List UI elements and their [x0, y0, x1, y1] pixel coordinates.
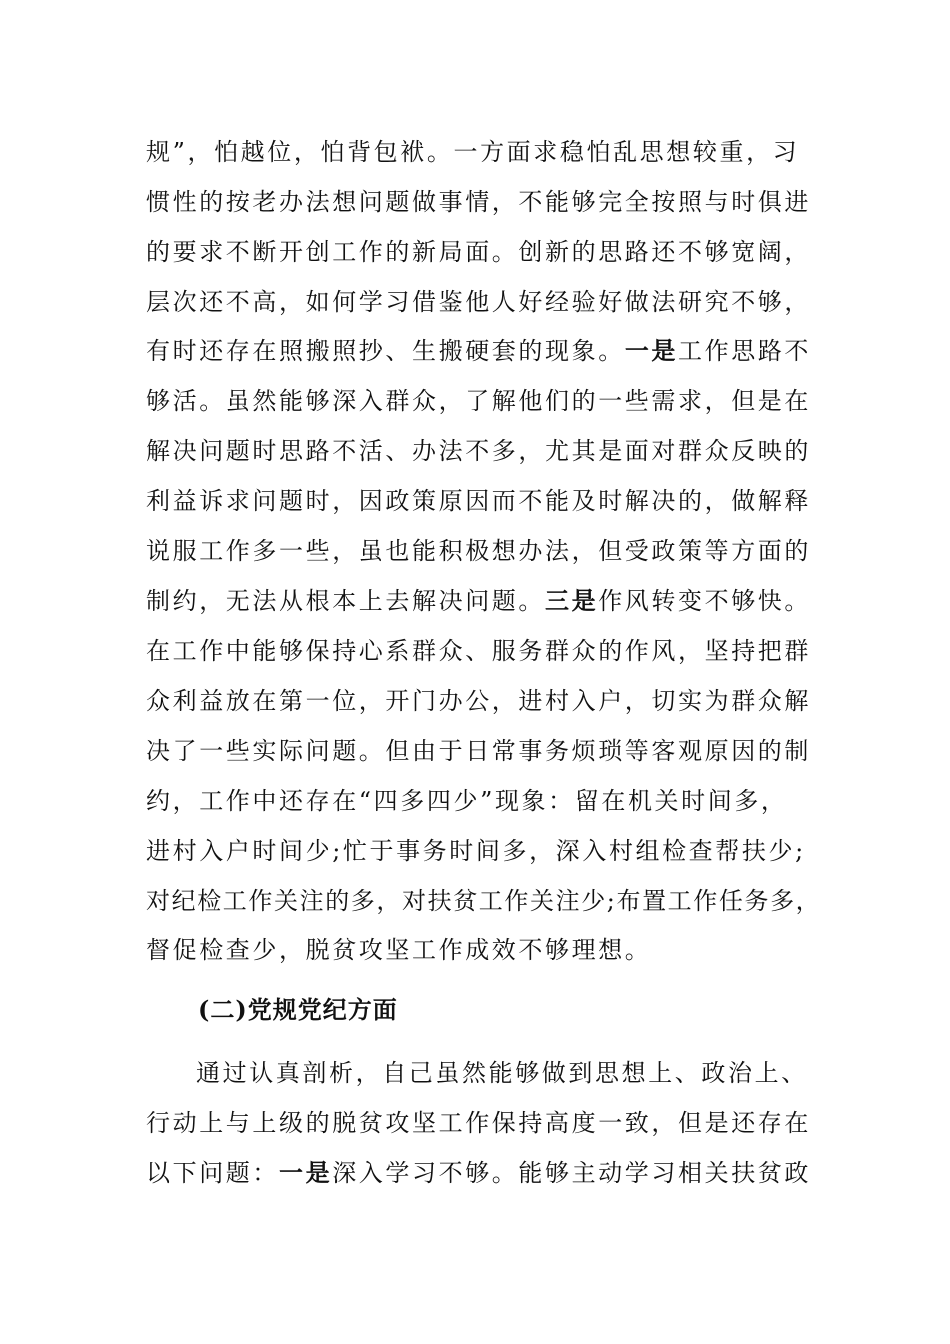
text-run: 工作思路不	[678, 337, 812, 365]
paragraph-line: 的要求不断开创工作的新局面。创新的思路还不够宽阔，	[146, 238, 811, 266]
paragraph-line: 进村入户时间少;忙于事务时间多，深入村组检查帮扶少;	[146, 837, 806, 865]
paragraph-line	[146, 586, 811, 616]
paragraph-line: 众利益放在第一位，开门办公，进村入户，切实为群众解	[146, 687, 811, 715]
bold-ordinal: 三是	[545, 586, 599, 615]
paragraph-line: 在工作中能够保持心系群众、服务群众的作风，坚持把群	[146, 637, 811, 665]
bold-ordinal: 一是	[624, 336, 679, 365]
paragraph-line: 约，工作中还存在“四多四少”现象：留在机关时间多，	[146, 787, 788, 815]
paragraph-line: 决了一些实际问题。但由于日常事务烦琐等客观原因的制	[146, 737, 811, 765]
paragraph-line: 督促检查少，脱贫攻坚工作成效不够理想。	[146, 936, 652, 964]
paragraph-line: 够活。虽然能够深入群众，了解他们的一些需求，但是在	[146, 387, 811, 415]
paragraph-line: 规”，怕越位，怕背包袱。一方面求稳怕乱思想较重，习	[146, 138, 800, 166]
paragraph-line	[146, 336, 811, 366]
paragraph-line	[146, 1158, 811, 1188]
text-run: 深入学习不够。能够主动学习相关扶贫政	[332, 1159, 812, 1187]
paragraph-line: 通过认真剖析，自己虽然能够做到思想上、政治上、	[196, 1059, 808, 1087]
paragraph-line: 行动上与上级的脱贫攻坚工作保持高度一致，但是还存在	[146, 1109, 811, 1137]
text-run: 作风转变不够快。	[598, 587, 812, 615]
paragraph-line: 说服工作多一些，虽也能积极想办法，但受政策等方面的	[146, 537, 811, 565]
paragraph-line: 惯性的按老办法想问题做事情，不能够完全按照与时俱进	[146, 188, 811, 216]
text-run: 制约，无法从根本上去解决问题。	[146, 587, 545, 615]
paragraph-line: 层次还不高，如何学习借鉴他人好经验好做法研究不够，	[146, 288, 811, 316]
paragraph-line: 解决问题时思路不活、办法不多，尤其是面对群众反映的	[146, 437, 811, 465]
paragraph-line: 对纪检工作关注的多，对扶贫工作关注少;布置工作任务多，	[146, 887, 822, 915]
bold-ordinal: 一是	[279, 1158, 333, 1187]
section-heading: (二)党规党纪方面	[198, 995, 398, 1024]
paragraph-line: 利益诉求问题时，因政策原因而不能及时解决的，做解释	[146, 487, 811, 515]
text-run: 有时还存在照搬照抄、生搬硬套的现象。	[146, 337, 625, 365]
text-run: 以下问题：	[146, 1159, 279, 1187]
